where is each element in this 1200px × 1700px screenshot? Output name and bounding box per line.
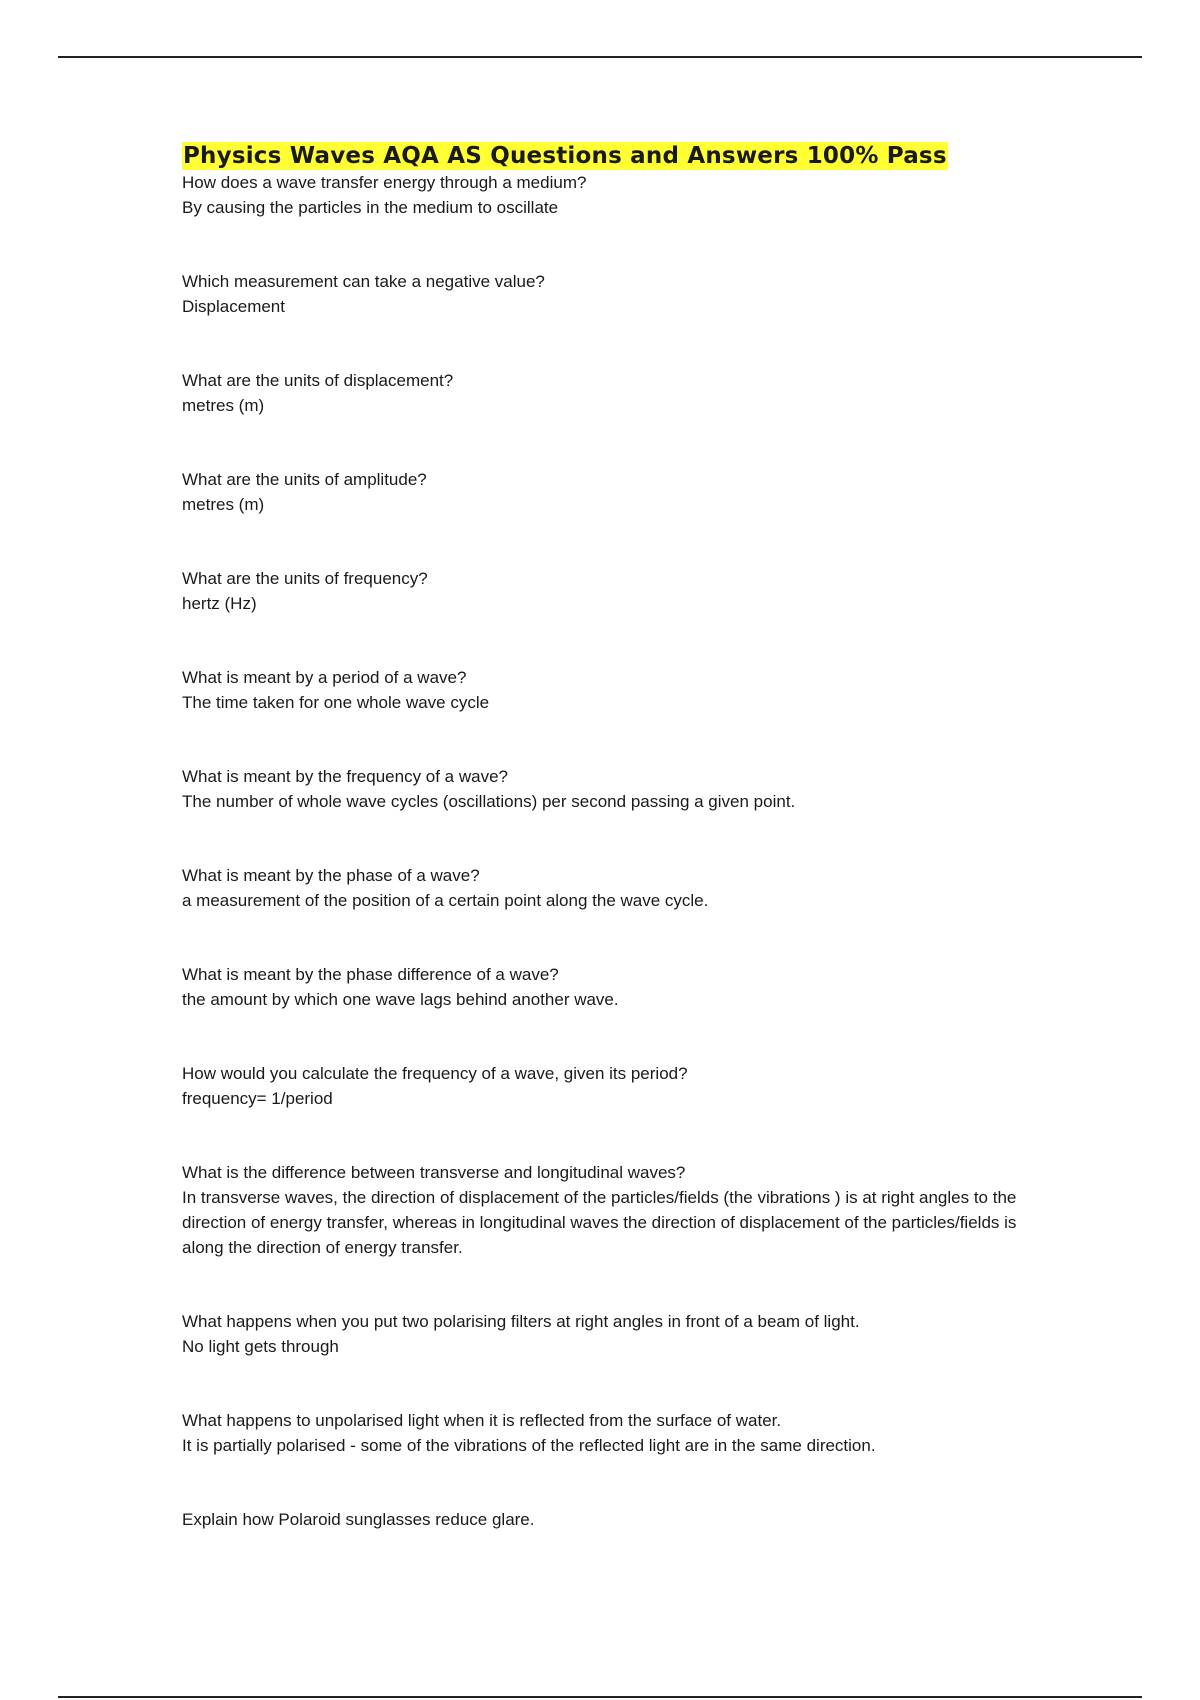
question: What is meant by the phase difference of a wave? bbox=[182, 965, 559, 984]
question: What is meant by a period of a wave? bbox=[182, 668, 467, 687]
question: What happens to unpolarised light when it is reflected from the surface of water. bbox=[182, 1411, 782, 1430]
answer: No light gets through bbox=[182, 1337, 339, 1356]
qa-item-2 bbox=[182, 269, 1022, 319]
answer: metres (m) bbox=[182, 495, 265, 514]
qa-item-11 bbox=[182, 1160, 1022, 1260]
question: How would you calculate the frequency of a wave, given its period? bbox=[182, 1064, 688, 1083]
qa-item-7 bbox=[182, 764, 1022, 814]
qa-item-13 bbox=[182, 1408, 1022, 1458]
question: What is meant by the phase of a wave? bbox=[182, 866, 480, 885]
answer: metres (m) bbox=[182, 396, 265, 415]
qa-item-5 bbox=[182, 566, 1022, 616]
answer: By causing the particles in the medium to oscillate bbox=[182, 198, 559, 217]
question: How does a wave transfer energy through a medium? bbox=[182, 173, 587, 192]
top-rule bbox=[58, 56, 1142, 58]
qa-item-4 bbox=[182, 467, 1022, 517]
question: What are the units of frequency? bbox=[182, 569, 428, 588]
document-title: Physics Waves AQA AS Questions and Answers 100% Pass bbox=[183, 143, 947, 169]
answer: Displacement bbox=[182, 297, 285, 316]
qa-item-3 bbox=[182, 368, 1022, 418]
bottom-rule bbox=[58, 1696, 1142, 1698]
answer: The time taken for one whole wave cycle bbox=[182, 693, 490, 712]
question: What happens when you put two polarising filters at right angles in front of a beam of light. bbox=[182, 1312, 860, 1331]
answer: frequency= 1/period bbox=[182, 1089, 333, 1108]
question: What are the units of amplitude? bbox=[182, 470, 427, 489]
qa-item-12 bbox=[182, 1309, 1022, 1359]
qa-item-8 bbox=[182, 863, 1022, 913]
question: What is the difference between transverse and longitudinal waves? bbox=[182, 1163, 686, 1182]
answer: a measurement of the position of a certain point along the wave cycle. bbox=[182, 891, 709, 910]
answer: hertz (Hz) bbox=[182, 594, 257, 613]
document-body bbox=[182, 142, 1022, 1532]
answer: The number of whole wave cycles (oscillations) per second passing a given point. bbox=[182, 792, 796, 811]
qa-item-6 bbox=[182, 665, 1022, 715]
question: Which measurement can take a negative value? bbox=[182, 272, 545, 291]
qa-item-9 bbox=[182, 962, 1022, 1012]
question: What are the units of displacement? bbox=[182, 371, 454, 390]
qa-item-1 bbox=[182, 170, 1022, 220]
answer: In transverse waves, the direction of displacement of the particles/fields (the vibrations ) is at right angles to the direction of energy transfer, whereas in longitudinal waves the direction of displacement of the particles/fields is along the direction of energy transfer. bbox=[182, 1188, 1017, 1257]
answer: It is partially polarised - some of the vibrations of the reflected light are in the same direction. bbox=[182, 1436, 876, 1455]
qa-item-14 bbox=[182, 1507, 1022, 1532]
answer: the amount by which one wave lags behind another wave. bbox=[182, 990, 619, 1009]
question: What is meant by the frequency of a wave? bbox=[182, 767, 509, 786]
qa-item-10 bbox=[182, 1061, 1022, 1111]
question: Explain how Polaroid sunglasses reduce glare. bbox=[182, 1510, 535, 1529]
